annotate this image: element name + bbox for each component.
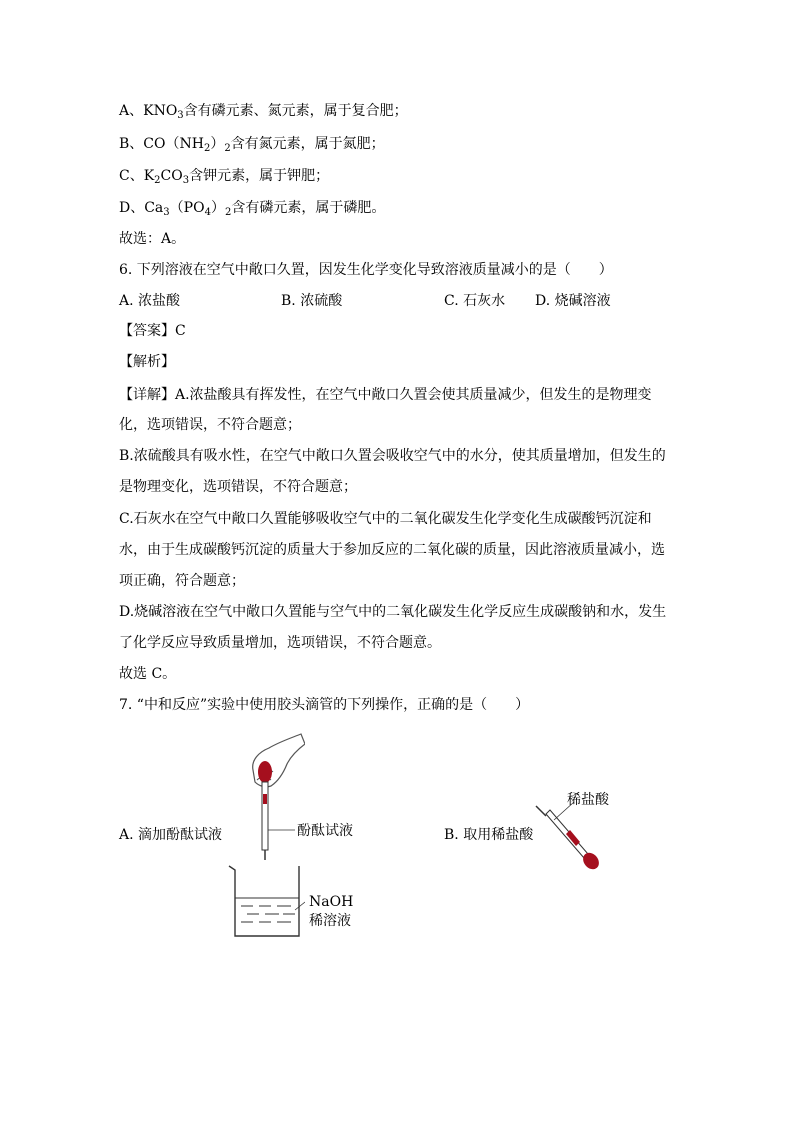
figure-b-dropper	[532, 800, 602, 876]
q7-stem: 7. “中和反应”实验中使用胶头滴管的下列操作，正确的是（ ）	[119, 697, 530, 713]
q6-option-b: B. 浓硫酸	[281, 293, 343, 309]
q6-detail-line: 【详解】A.浓盐酸具有挥发性，在空气中敞口久置会使其质量减少，但发生的是物理变	[119, 387, 652, 403]
q6-option-a: A. 浓盐酸	[119, 293, 181, 309]
prev-option-c: C、$K_2CO_3$含钾元素，属于钾肥；	[119, 168, 330, 186]
beaker	[229, 866, 299, 936]
q6-detail-line: 化，选项错误，不符合题意；	[119, 417, 301, 433]
figure-b-dropper-label: 稀盐酸	[567, 792, 609, 808]
q6-conclusion: 故选 C。	[119, 666, 177, 682]
q6-detail-line: 了化学反应导致质量增加，选项错误，不符合题意。	[119, 635, 441, 651]
q6-stem: 6. 下列溶液在空气中敞口久置，因发生化学变化导致溶液质量减小的是（ ）	[119, 262, 613, 278]
dropper-tube	[262, 782, 268, 850]
q6-detail-line: C.石灰水在空气中敞口久置能够吸收空气中的二氧化碳发生化学变化生成碳酸钙沉淀和	[119, 511, 652, 527]
figure-a-beaker-label-1: NaOH	[309, 894, 354, 910]
dropper-bulb	[258, 761, 272, 783]
q6-detail-line: 是物理变化，选项错误，不符合题意；	[119, 479, 357, 495]
figure-a-beaker-label-2: 稀溶液	[309, 913, 351, 929]
prev-option-a: A、$KNO_3$含有磷元素、氮元素，属于复合肥；	[119, 103, 408, 121]
figure-a-dropper-label: 酚酞试液	[297, 823, 353, 839]
prev-option-b: B、$CO(NH_2)_2$含有氮元素，属于氮肥；	[119, 136, 385, 154]
prev-answer: 故选：A。	[119, 231, 186, 247]
q7-option-b: B. 取用稀盐酸	[444, 827, 534, 843]
q7-option-a: A. 滴加酚酞试液	[119, 827, 223, 843]
q6-detail-line: D.烧碱溶液在空气中敞口久置能与空气中的二氧化碳发生化学反应生成碳酸钠和水，发生	[119, 604, 667, 620]
q6-analysis-title: 【解析】	[119, 354, 175, 370]
q6-option-d: D. 烧碱溶液	[535, 293, 611, 309]
q6-detail-line: 项正确，符合题意；	[119, 573, 245, 589]
prev-option-d: D、$Ca_3(PO_4)_2$含有磷元素，属于磷肥。	[119, 200, 386, 218]
q6-detail-line: 水，由于生成碳酸钙沉淀的质量大于参加反应的二氧化碳的质量，因此溶液质量减小，选	[119, 542, 665, 558]
q6-detail-line: B.浓硫酸具有吸水性，在空气中敞口久置会吸收空气中的水分，使其质量增加，但发生的	[119, 448, 666, 464]
q6-option-c: C. 石灰水	[444, 293, 506, 309]
figure-a-dropper-beaker	[225, 730, 305, 942]
q6-answer: 【答案】C	[119, 323, 186, 339]
